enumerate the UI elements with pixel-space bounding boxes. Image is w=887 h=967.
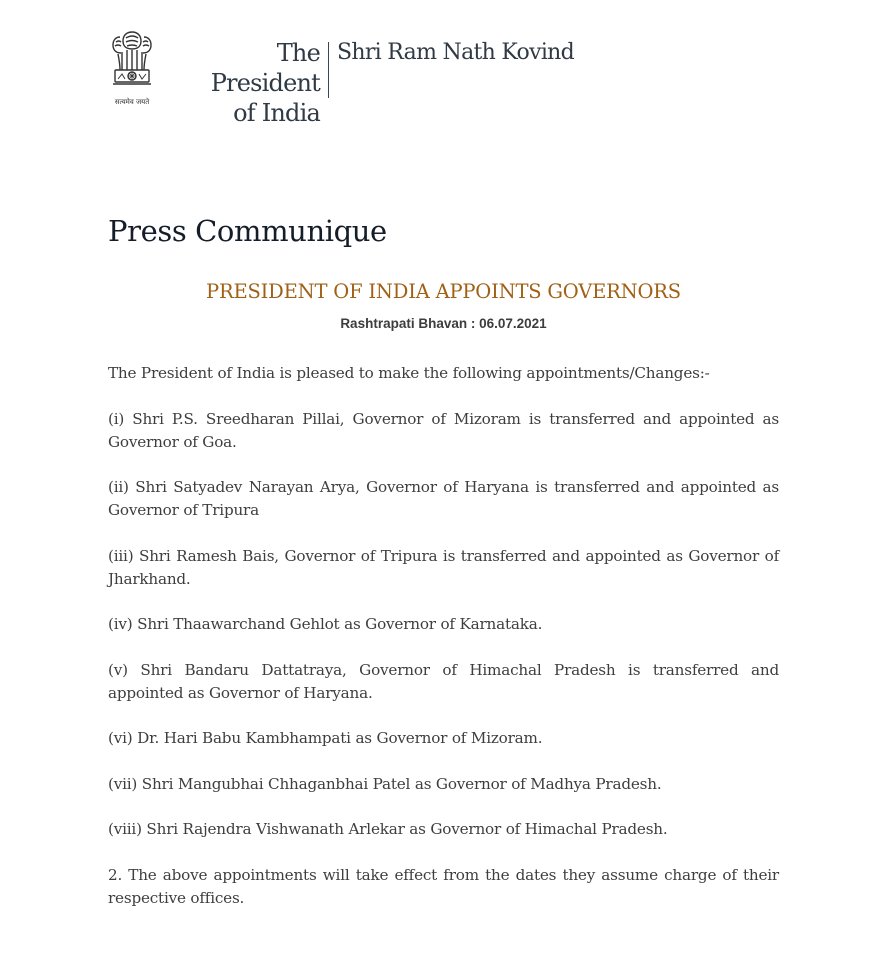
appointment-item: (viii) Shri Rajendra Vishwanath Arlekar as Governor of Himachal Pradesh. xyxy=(108,820,668,838)
dateline: Rashtrapati Bhavan : 06.07.2021 xyxy=(340,316,547,331)
appointment-item: (iv) Shri Thaawarchand Gehlot as Governor of Karnataka. xyxy=(108,615,543,633)
president-name: Shri Ram Nath Kovind xyxy=(337,40,575,65)
office-title-line-1: The President xyxy=(210,39,320,97)
appointment-item: (vii) Shri Mangubhai Chhaganbhai Patel as Governor of Madhya Pradesh. xyxy=(108,774,662,793)
emblem-motto: सत्यमेव जयते xyxy=(114,98,150,106)
appointment-item: (v) Shri Bandaru Dattatraya, Governor of Himachal Pradesh is transferred and appointed as Governor of Haryana. xyxy=(108,660,779,702)
press-release-body xyxy=(108,362,779,932)
appointment-item: (vi) Dr. Hari Babu Kambhampati as Governor of Mizoram. xyxy=(108,729,543,747)
header-divider xyxy=(328,42,329,98)
press-release-title: PRESIDENT OF INDIA APPOINTS GOVERNORS xyxy=(206,280,681,303)
office-title xyxy=(164,38,320,128)
closing-paragraph: 2. The above appointments will take effect from the dates they assume charge of their respective offices. xyxy=(108,865,779,907)
appointment-item: (ii) Shri Satyadev Narayan Arya, Governor of Haryana is transferred and appointed as Governor of Tripura xyxy=(108,478,779,519)
appointment-item: (i) Shri P.S. Sreedharan Pillai, Governor of Mizoram is transferred and appointed as Governor of Goa. xyxy=(108,409,779,451)
national-emblem-icon xyxy=(108,28,156,110)
intro-paragraph: The President of India is pleased to make the following appointments/Changes:- xyxy=(108,364,710,382)
letterhead xyxy=(108,28,588,127)
office-title-line-2: of India xyxy=(233,99,320,127)
page-title: Press Communique xyxy=(108,214,387,248)
appointment-item: (iii) Shri Ramesh Bais, Governor of Tripura is transferred and appointed as Governor of Jharkhand. xyxy=(108,546,779,588)
